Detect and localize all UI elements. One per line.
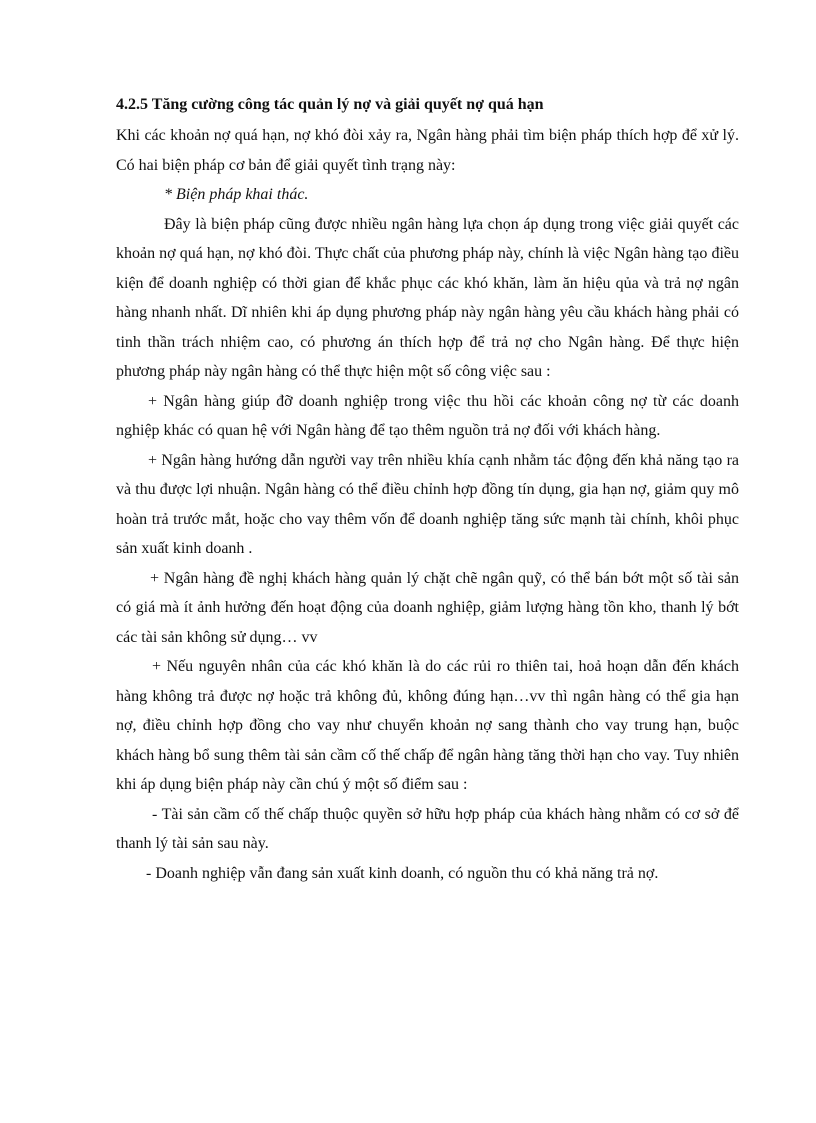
bullet-debt-recovery: + Ngân hàng giúp đỡ doanh nghiệp trong việc thu hồi các khoản công nợ từ các doanh nghiệp khác có quan hệ với Ngân hàng để tạo thêm nguồn trả nợ đối với khách hàng. (116, 392, 739, 439)
section-heading: 4.2.5 Tăng cường công tác quản lý nợ và giải quyết nợ quá hạn (116, 96, 544, 113)
document-body (116, 88, 739, 888)
bullet-borrower-guidance: + Ngân hàng hướng dẫn người vay trên nhiều khía cạnh nhằm tác động đến khả năng tạo ra và thu được lợi nhuận. Ngân hàng có thể điều chỉnh hợp đồng tín dụng, gia hạn nợ, giảm quy mô hoàn trả trước mắt, hoặc cho vay thêm vốn để doanh nghiệp tăng sức mạnh tài chính, khôi phục sản xuất kinh doanh . (116, 451, 739, 557)
intro-paragraph: Khi các khoản nợ quá hạn, nợ khó đòi xảy ra, Ngân hàng phải tìm biện pháp thích hợp để xử lý. Có hai biện pháp cơ bản để giải quyết tình trạng này: (116, 127, 739, 174)
note-collateral: - Tài sản cầm cố thế chấp thuộc quyền sở hữu hợp pháp của khách hàng nhằm có cơ sở để thanh lý tài sản sau này. (116, 805, 739, 852)
bullet-disaster-risk: + Nếu nguyên nhân của các khó khăn là do các rủi ro thiên tai, hoả hoạn dẫn đến khách hàng không trả được nợ hoặc trả không đủ, không đúng hạn…vv thì ngân hàng có thể gia hạn nợ, điều chỉnh hợp đồng cho vay như chuyển khoản nợ sang thành cho vay trung hạn, buộc khách hàng bổ sung thêm tài sản cầm cố thế chấp để ngân hàng tăng thời hạn cho vay. Tuy nhiên khi áp dụng biện pháp này cần chú ý một số điểm sau : (116, 658, 739, 793)
bullet-cash-management: + Ngân hàng đề nghị khách hàng quản lý chặt chẽ ngân quỹ, có thể bán bớt một số tài sản có giá mà ít ảnh hưởng đến hoạt động của doanh nghiệp, giảm lượng hàng tồn kho, thanh lý bớt các tài sản không sử dụng… vv (116, 569, 739, 646)
paragraph-explanation: Đây là biện pháp cũng được nhiều ngân hàng lựa chọn áp dụng trong việc giải quyết các khoản nợ quá hạn, nợ khó đòi. Thực chất của phương pháp này, chính là việc Ngân hàng tạo điều kiện để doanh nghiệp có thời gian để khắc phục các khó khăn, làm ăn hiệu qủa và trả nợ ngân hàng nhanh nhất. Dĩ nhiên khi áp dụng phương pháp này ngân hàng yêu cầu khách hàng phải có tinh thần trách nhiệm cao, có phương án thích hợp để trả nợ cho Ngân hàng. Để thực hiện phương pháp này ngân hàng có thể thực hiện một số công việc sau : (116, 215, 739, 380)
note-business-operating: - Doanh nghiệp vẫn đang sản xuất kinh doanh, có nguồn thu có khả năng trả nợ. (146, 864, 659, 882)
subheading-measure: * Biện pháp khai thác. (164, 186, 309, 203)
